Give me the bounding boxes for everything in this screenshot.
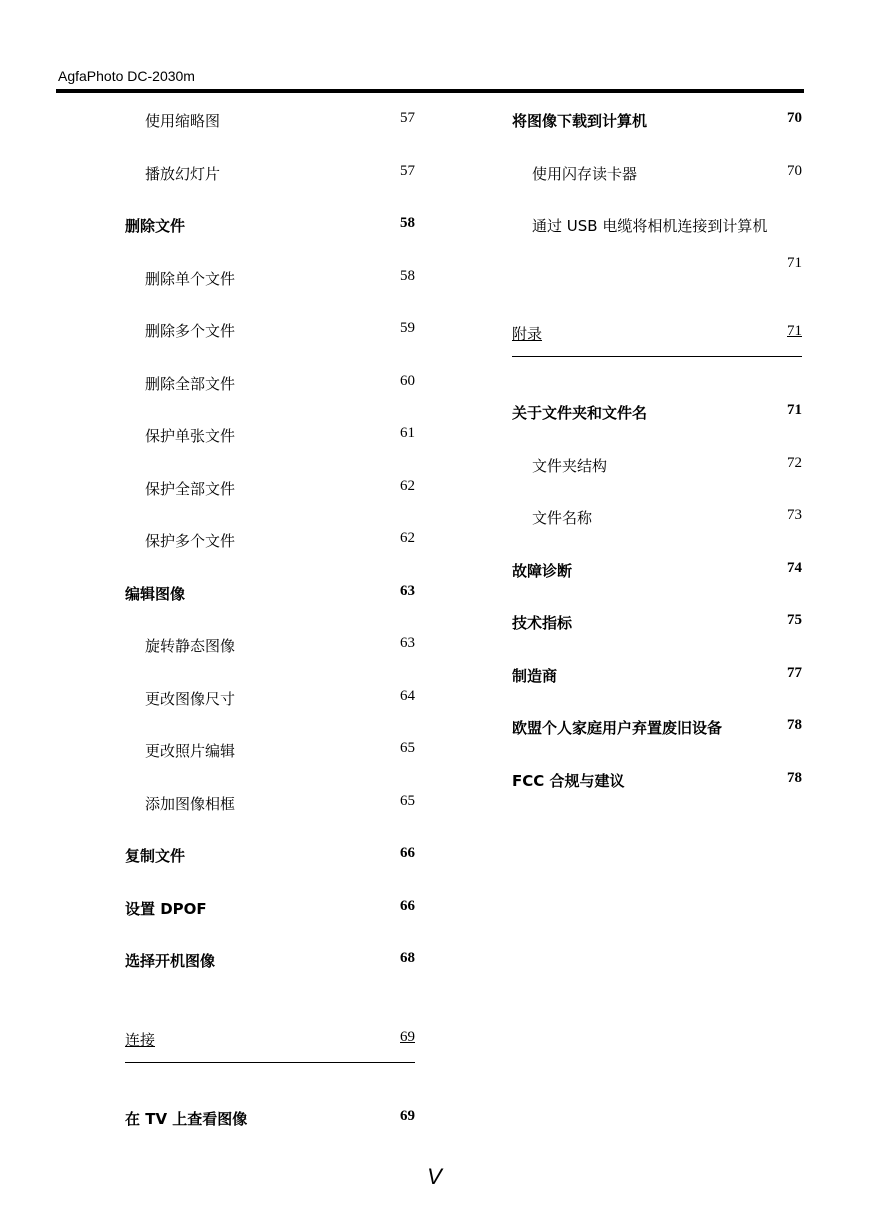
toc-entry-page: 57: [400, 110, 415, 126]
toc-entry-title: 复制文件: [125, 847, 186, 865]
toc-entry[interactable]: [512, 760, 802, 813]
toc-entry[interactable]: [512, 445, 802, 498]
toc-entry-page: 63: [400, 635, 415, 651]
toc-entry-continuation: [512, 247, 802, 287]
toc-entry-title: 设置 DPOF: [125, 899, 207, 918]
toc-entry-page: 65: [400, 792, 415, 809]
toc-entry-page: 77: [787, 664, 802, 681]
toc-spacer: [512, 287, 802, 313]
toc-entry[interactable]: [512, 313, 802, 357]
toc-entry-page: 73: [787, 507, 802, 523]
toc-entry-title: 旋转静态图像: [145, 637, 236, 655]
toc-entry-title: 故障诊断: [512, 561, 573, 580]
toc-entry[interactable]: [125, 153, 415, 206]
toc-entry-page: 59: [400, 320, 415, 336]
toc-entry[interactable]: [125, 730, 415, 783]
toc-entry-page: 66: [400, 897, 415, 914]
toc-entry[interactable]: [125, 100, 415, 153]
toc-entry-title: 技术指标: [512, 614, 573, 632]
toc-entry[interactable]: [125, 415, 415, 468]
toc-entry[interactable]: [512, 602, 802, 655]
toc-entry-page: 65: [400, 740, 415, 756]
toc-entry[interactable]: [125, 678, 415, 731]
toc-entry-title: 保护单张文件: [145, 427, 236, 445]
toc-entry-page: 72: [787, 454, 802, 471]
toc-entry[interactable]: [125, 1098, 415, 1151]
toc-entry-title: 删除多个文件: [145, 322, 236, 340]
toc-entry-title: 在 TV 上查看图像: [125, 1109, 248, 1128]
toc-entry-page: 69: [400, 1107, 415, 1124]
toc-entry-title: 保护多个文件: [145, 532, 236, 550]
toc-entry-page: 71: [787, 402, 802, 418]
toc-entry[interactable]: [512, 707, 802, 760]
toc-spacer: [125, 1063, 415, 1098]
toc-entry-page: 71: [787, 323, 802, 339]
toc-entry-page: 71: [787, 255, 802, 271]
header-rule: [56, 89, 804, 93]
toc-entry-page: 68: [400, 950, 415, 966]
toc-entry-title: 将图像下载到计算机: [512, 112, 648, 130]
toc-entry-page: 58: [400, 215, 415, 231]
toc-entry-page: 74: [787, 559, 802, 576]
toc-entry[interactable]: [125, 573, 415, 626]
toc-entry[interactable]: [125, 888, 415, 941]
toc-entry-page: 58: [400, 267, 415, 284]
toc-entry-page: 64: [400, 687, 415, 704]
toc-spacer: [512, 357, 802, 392]
toc-entry-title: 欧盟个人家庭用户弃置废旧设备: [512, 719, 723, 737]
toc-entry-title: 连接: [125, 1030, 156, 1049]
toc-entry-title: 保护全部文件: [145, 479, 236, 498]
toc-entry-page: 62: [400, 530, 415, 546]
toc-entry-page: 78: [787, 717, 802, 733]
toc-entry[interactable]: [125, 520, 415, 573]
toc-entry-title: FCC 合规与建议: [512, 771, 625, 790]
toc-entry-title: 更改照片编辑: [145, 742, 236, 760]
toc-entry[interactable]: [512, 153, 802, 206]
toc-entry-page: 62: [400, 477, 415, 494]
toc-right-column: [512, 100, 802, 812]
toc-entry-page: 66: [400, 845, 415, 861]
toc-entry-title: 删除单个文件: [145, 269, 236, 288]
toc-entry[interactable]: [125, 783, 415, 836]
toc-entry[interactable]: [125, 310, 415, 363]
toc-entry-title: 删除全部文件: [145, 374, 236, 393]
toc-entry-title: 文件夹结构: [532, 456, 608, 475]
toc-spacer: [125, 993, 415, 1019]
toc-entry-title: 文件名称: [532, 509, 593, 527]
toc-entry-title: 使用闪存读卡器: [532, 164, 638, 183]
toc-entry-title: 通过 USB 电缆将相机连接到计算机: [532, 217, 768, 235]
toc-entry-page: 75: [787, 612, 802, 628]
toc-entry-title: 关于文件夹和文件名: [512, 404, 648, 422]
toc-entry-title: 更改图像尺寸: [145, 689, 236, 708]
toc-entry[interactable]: [512, 205, 802, 247]
toc-entry[interactable]: [125, 363, 415, 416]
toc-entry[interactable]: [125, 940, 415, 993]
toc-entry-page: 63: [400, 582, 415, 599]
toc-entry-title: 选择开机图像: [125, 952, 216, 970]
toc-entry[interactable]: [125, 258, 415, 311]
toc-entry-title: 使用缩略图: [145, 112, 221, 130]
toc-entry-page: 70: [787, 162, 802, 179]
toc-entry-title: 制造商: [512, 666, 558, 685]
toc-entry-page: 57: [400, 162, 415, 179]
toc-entry-page: 69: [400, 1028, 415, 1045]
toc-entry[interactable]: [125, 468, 415, 521]
page-number: V: [427, 1164, 442, 1189]
toc-entry[interactable]: [512, 497, 802, 550]
toc-entry[interactable]: [512, 655, 802, 708]
toc-entry[interactable]: [125, 835, 415, 888]
toc-entry-title: 播放幻灯片: [145, 164, 221, 183]
toc-entry-title: 删除文件: [125, 217, 186, 235]
toc-entry-title: 编辑图像: [125, 584, 186, 603]
toc-entry[interactable]: [125, 205, 415, 258]
toc-entry-page: 70: [787, 110, 802, 126]
toc-entry[interactable]: [512, 550, 802, 603]
toc-entry-title: 附录: [512, 325, 543, 343]
toc-entry-page: 78: [787, 769, 802, 786]
toc-entry[interactable]: [512, 100, 802, 153]
document-header: AgfaPhoto DC-2030m: [58, 68, 195, 84]
toc-entry[interactable]: [125, 1019, 415, 1063]
toc-entry-page: 60: [400, 372, 415, 389]
toc-entry-title: 添加图像相框: [145, 794, 236, 813]
toc-entry-page: 61: [400, 425, 415, 441]
toc-left-column: [125, 100, 415, 1150]
toc-entry[interactable]: [125, 625, 415, 678]
toc-entry[interactable]: [512, 392, 802, 445]
